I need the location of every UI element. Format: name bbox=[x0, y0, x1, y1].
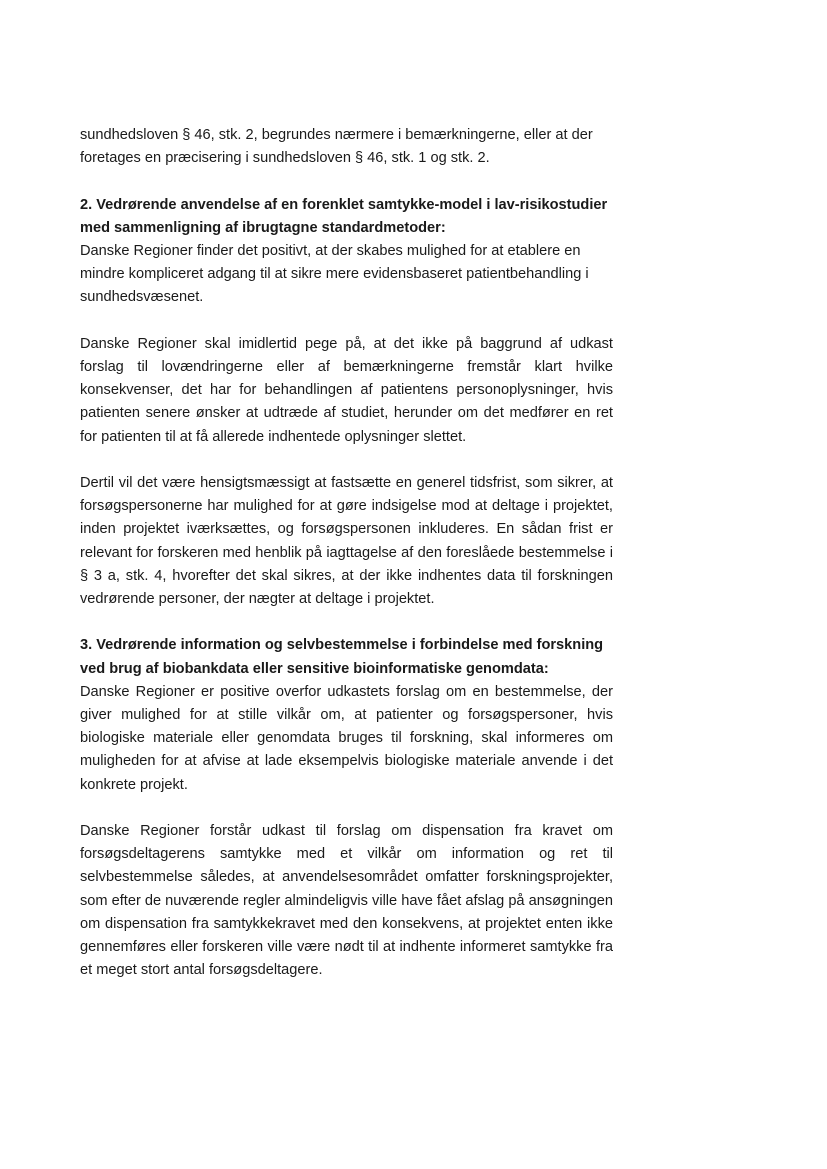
section-2-paragraph-1: Danske Regioner finder det positivt, at der skabes mulighed for at etablere en mindre kompliceret adgang til at sikre mere evidensbaseret patientbehandling i sundhedsvæsenet. bbox=[80, 243, 589, 306]
section-3-paragraph-2: Danske Regioner forstår udkast til forslag om dispensation fra kravet om forsøgsdeltagerens samtykke med et vilkår om information og ret til selvbestemmelse således, at anvendelsesområdet omfatter forskningsprojekter, som efter de nuværende regler almindeligvis ville have fået afslag på ansøgningen om dispensation fra samtykkekravet med den konsekvens, at projektet enten ikke gennemføres eller forskeren ville være nødt til at indhente informeret samtykke fra et meget stort antal forsøgsdeltagere. bbox=[80, 823, 613, 979]
section-2-paragraph-3: Dertil vil det være hensigtsmæssigt at fastsætte en generel tidsfrist, som sikrer, at forsøgspersonerne har mulighed for at gøre indsigelse mod at deltage i projektet, inden projektet iværksættes, og forsøgspersonen inkluderes. En sådan frist er relevant for forskeren med henblik på iagttagelse af den foreslåede bestemmelse i § 3 a, stk. 4, hvorefter det skal sikres, at der ikke indhentes data til forskningen vedrørende personer, der nægter at deltage i projektet. bbox=[80, 475, 613, 608]
intro-paragraph: sundhedsloven § 46, stk. 2, begrundes nærmere i bemærkningerne, eller at der foretages en præcisering i sundhedsloven § 46, stk. 1 og stk. 2. bbox=[80, 127, 593, 167]
document-page bbox=[80, 124, 613, 982]
paragraph-spacer bbox=[80, 170, 613, 193]
section-2-paragraph-2: Danske Regioner skal imidlertid pege på, at det ikke på baggrund af udkast forslag til lovændringerne eller af bemærkningerne fremstår klart hvilke konsekvenser, det har for behandlingen af patientens personoplysninger, hvis patienten senere ønsker at udtræde af studiet, herunder om det medfører en ret for patienten til at få allerede indhentede oplysninger slettet. bbox=[80, 335, 613, 445]
section-3-heading: 3. Vedrørende information og selvbestemmelse i forbindelse med forskning ved brug af biobankdata eller sensitive bioinformatiske genomdata: bbox=[80, 637, 604, 677]
section-3-paragraph-1: Danske Regioner er positive overfor udkastets forslag om en bestemmelse, der giver mulighed for at stille vilkår om, at patienter og forsøgspersoner, hvis biologiske materiale eller genomdata bruges til forskning, skal informeres om muligheden for at afvise at lade eksempelvis biologiske materiale anvende i det konkrete projekt. bbox=[80, 683, 613, 793]
paragraph-spacer bbox=[80, 449, 613, 472]
paragraph-spacer bbox=[80, 797, 613, 820]
paragraph-spacer bbox=[80, 310, 613, 333]
section-2-heading: 2. Vedrørende anvendelse af en forenklet samtykke-model i lav-risikostudier med sammenligning af ibrugtagne standardmetoder: bbox=[80, 196, 608, 236]
paragraph-spacer bbox=[80, 611, 613, 634]
